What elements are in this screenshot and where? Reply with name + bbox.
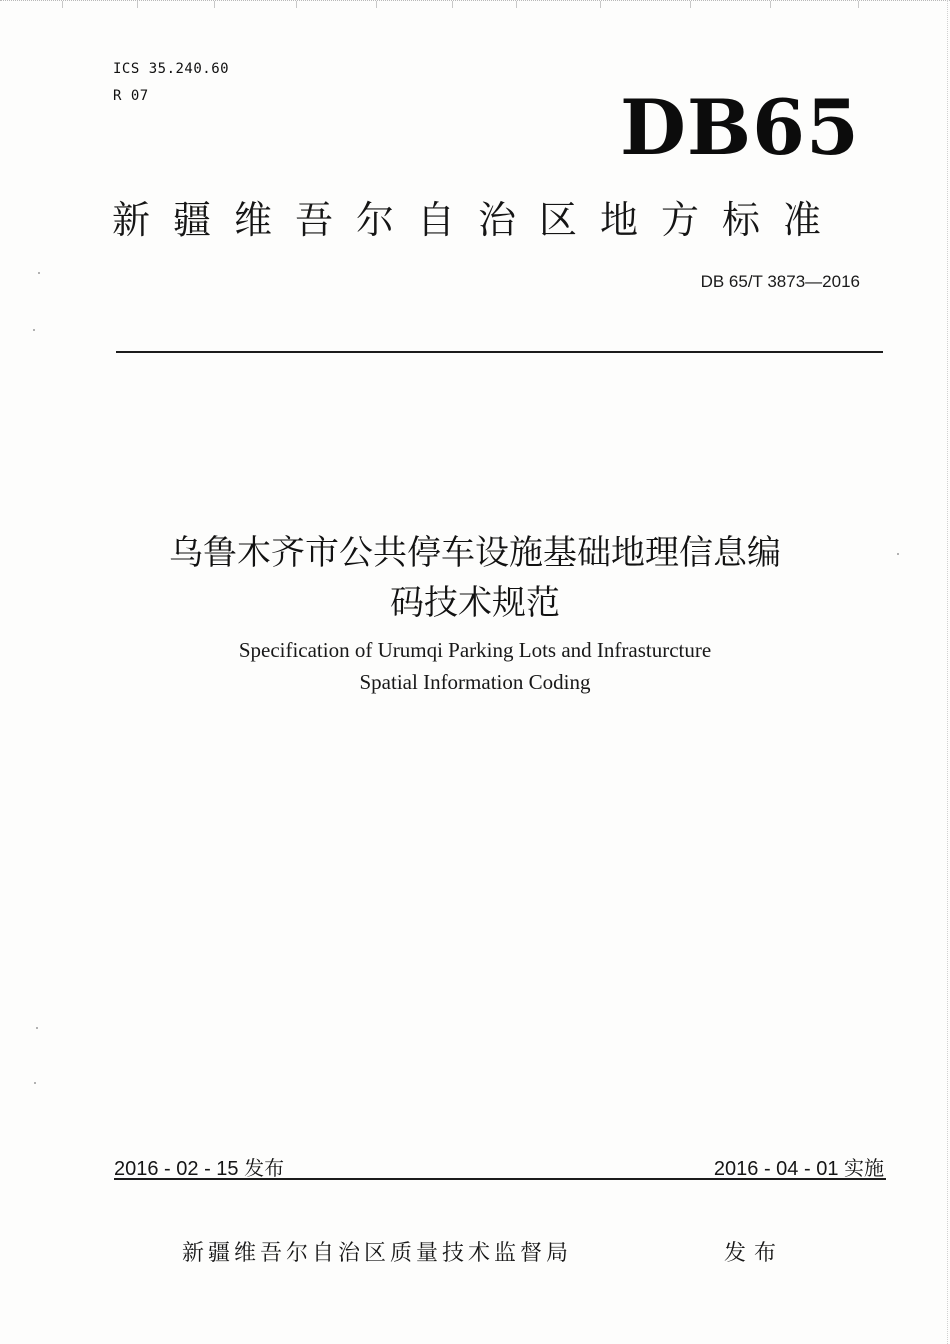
- english-title: [100, 634, 850, 698]
- chinese-title: [80, 528, 870, 628]
- scan-speck: [36, 1027, 38, 1029]
- issuing-authority: 新疆维吾尔自治区质量技术监督局: [182, 1241, 573, 1266]
- scan-top-edge: [0, 0, 950, 9]
- scan-mark: [452, 1, 453, 8]
- standard-number: DB 65/T 3873—2016: [700, 272, 860, 291]
- scan-mark: [376, 1, 377, 8]
- scan-mark: [600, 1, 601, 8]
- scan-mark: [770, 1, 771, 8]
- standard-mark: DB65: [620, 83, 860, 172]
- chinese-title-line-1: 乌鲁木齐市公共停车设施基础地理信息编: [169, 533, 781, 573]
- scan-speck: [897, 553, 899, 555]
- footer-divider: [114, 1178, 886, 1180]
- scan-speck: [34, 1082, 36, 1084]
- scan-speck: [38, 272, 40, 274]
- chinese-title-line-2: 码技术规范: [390, 583, 560, 623]
- scan-mark: [214, 1, 215, 8]
- scan-mark: [296, 1, 297, 8]
- scan-mark: [858, 1, 859, 8]
- standard-category: 新疆维吾尔自治区地方标准: [112, 198, 845, 242]
- scan-right-edge: [946, 0, 948, 1344]
- issue-label: 发布: [724, 1241, 785, 1266]
- scan-mark: [137, 1, 138, 8]
- ics-code: ICS 35.240.60: [113, 61, 230, 77]
- implementation-date: 2016 - 04 - 01 实施: [713, 1158, 884, 1180]
- header-divider: [116, 351, 883, 353]
- issue-date: 2016 - 02 - 15 发布: [114, 1158, 285, 1180]
- english-title-line-2: Spatial Information Coding: [359, 670, 591, 694]
- scan-mark: [62, 1, 63, 8]
- scan-mark: [516, 1, 517, 8]
- classification-code: R 07: [113, 88, 149, 104]
- scan-speck: [33, 329, 35, 331]
- english-title-line-1: Specification of Urumqi Parking Lots and Infrasturcture: [238, 638, 712, 662]
- scan-mark: [690, 1, 691, 8]
